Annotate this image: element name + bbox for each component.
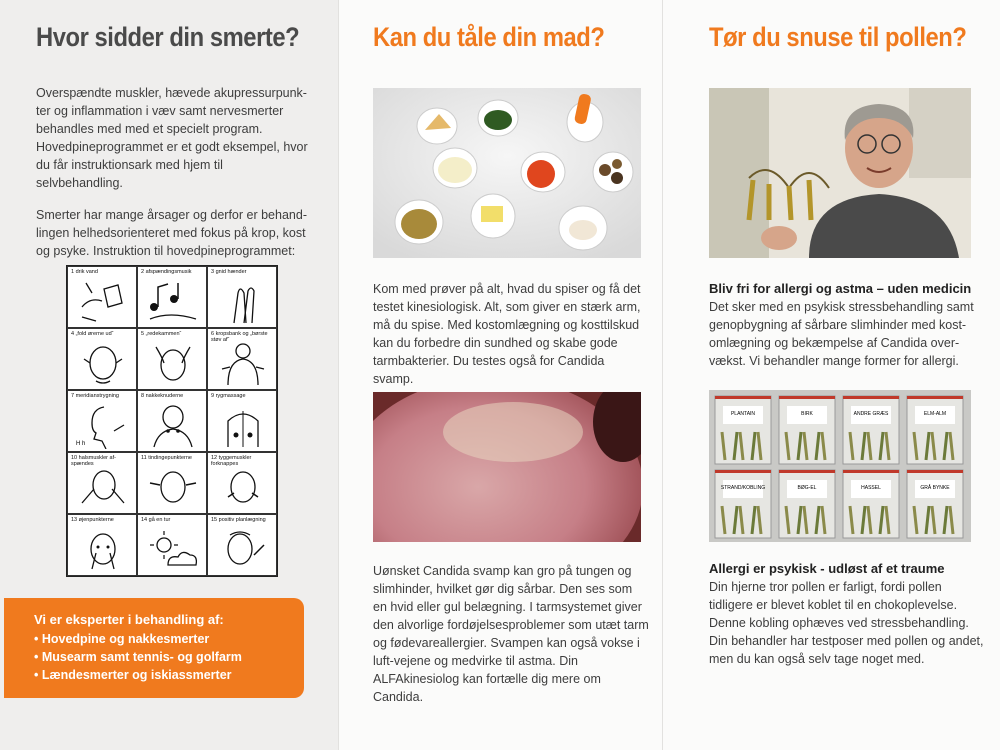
- grid-cell-label: 5 „redekammen“: [141, 331, 182, 337]
- head-ears-icon: [74, 339, 132, 387]
- pollen-bag: [715, 396, 771, 464]
- grid-cell: [137, 390, 207, 452]
- grid-cell-label: 12 tyggemuskler forknappes: [211, 455, 252, 467]
- expertise-item: • Hovedpine og nakkesmerter: [34, 630, 242, 648]
- panel-pollen: [662, 0, 1000, 750]
- panel-food: [338, 0, 663, 750]
- panel-title: Kan du tåle din mad?: [373, 22, 605, 52]
- panel-pain: [0, 0, 338, 750]
- neck-knots-icon: [144, 401, 202, 449]
- grid-cell-label: 7 meridianstrygning: [71, 393, 119, 399]
- panel-title: Tør du snuse til pollen?: [709, 22, 967, 52]
- music-notes-icon: [144, 277, 202, 325]
- grid-cell: [207, 452, 277, 514]
- pollen-bag: [779, 470, 835, 538]
- expertise-list: [34, 630, 242, 684]
- grid-cell: [67, 452, 137, 514]
- eye-points-icon: [74, 525, 132, 573]
- allergy-section-2: [709, 560, 984, 668]
- allergy-text-1: Det sker med en psykisk stressbehandling samt genopbygning af sårbare slimhinder med kost-omlægning og bekæmpelse af Candida over-vækst. Vi behandler mange former for allergi.: [709, 300, 974, 368]
- grid-cell: [137, 266, 207, 328]
- meridian-profile-icon: [74, 401, 132, 449]
- allergy-heading-2: Allergi er psykisk - udløst af et traume: [709, 561, 945, 576]
- grid-cell-label: 14 gå en tur: [141, 517, 171, 523]
- candida-text: Uønsket Candida svamp kan gro på tungen og slimhinder, hvilket gør dig sårbar. Den ses som en hvid eller gul belægning. I tarmsystemet giver den alvorlige fordøjelsesproblemer som utæt tarm og fødevareallergier. Svampen kan også vokse i luft-vejene og medvirke til astma. Din ALFAkinesiolog kan fortælle dig mere om Candida.: [373, 564, 649, 704]
- grid-cell-label: 6 kropsbank og „børste støv af“: [211, 331, 268, 343]
- expertise-item: • Lændesmerter og iskiassmerter: [34, 666, 242, 684]
- pollen-bag: [907, 470, 963, 538]
- grid-cell: [137, 452, 207, 514]
- pain-text: [36, 84, 311, 274]
- pollen-bag: [843, 396, 899, 464]
- food-text: Kom med prøver på alt, hvad du spiser og få det testet kinesiologisk. Alt, som giver en stærk arm, må du spise. Med kostomlægning og kosttilskud kan du forbedre din sundhed og skabe gode tarmbakterier. Du testes også for Candida svamp.: [373, 282, 641, 386]
- pollen-bag-label: GRÅ BYNKE: [920, 485, 950, 491]
- grid-cell: [67, 514, 137, 576]
- svg-text:H h: H h: [76, 441, 86, 447]
- grid-cell: [67, 328, 137, 390]
- jaw-muscles-icon: [214, 463, 272, 511]
- combing-head-icon: [144, 339, 202, 387]
- grid-cell: [67, 390, 137, 452]
- sun-cloud-icon: [144, 525, 202, 573]
- grid-cell-label: 3 gnid hænder: [211, 269, 247, 275]
- pollen-bag: [715, 470, 771, 538]
- grid-cell-label: 10 halsmuskler af-spændes: [71, 455, 116, 467]
- pollen-bags-photo: [709, 390, 971, 542]
- expertise-heading: Vi er eksperter i behandling af:: [34, 612, 224, 627]
- grid-cell-label: 11 tindingepunkterne: [141, 455, 192, 461]
- panel-title: Hvor sidder din smerte?: [36, 22, 300, 52]
- pollen-bag-label: ANDRE GRÆS: [853, 411, 889, 417]
- grid-cell-label: 13 øjenpunkterne: [71, 517, 114, 523]
- tongue-candida-photo: [373, 392, 641, 542]
- grid-cell: [67, 266, 137, 328]
- pollen-bag: [843, 470, 899, 538]
- grid-cell-label: 9 rygmassage: [211, 393, 246, 399]
- allergy-heading-1: Bliv fri for allergi og astma – uden medicin: [709, 281, 972, 296]
- grid-cell: [207, 390, 277, 452]
- allergy-text-2: Din hjerne tror pollen er farligt, fordi pollen tidligere er blevet koblet til en chokoplevelse. Denne kobling ophæves ved stressbehandling. Din behandler har testposer med pollen og andet, men du kan også selv tage noget med.: [709, 580, 984, 666]
- rubbing-hands-icon: [214, 277, 272, 325]
- pollen-bag: [907, 396, 963, 464]
- pollen-bag-label: ELM-ALM: [923, 411, 947, 417]
- man-with-catkins-photo: [709, 88, 971, 258]
- pollen-bag-label: BØG-EL: [797, 485, 817, 491]
- expertise-item: • Musearm samt tennis- og golfarm: [34, 648, 242, 666]
- pollen-bag-label: HASSEL: [861, 485, 881, 491]
- pain-paragraph-1: Overspændte muskler, hævede akupressurpunk-ter og inflammation i væv samt nervesmerter behandles med med et specielt program. Hovedpineprogrammet er et godt eksempel, hvor du får instruktionsark med hjem til selvbehandling.: [36, 86, 308, 190]
- expertise-box: [4, 598, 304, 698]
- grid-cell: [207, 266, 277, 328]
- grid-cell-label: 8 nakkeknuderne: [141, 393, 184, 399]
- back-massage-icon: [214, 401, 272, 449]
- grid-cell: [207, 328, 277, 390]
- pollen-bag: [779, 396, 835, 464]
- grid-cell: [137, 328, 207, 390]
- pollen-bag-label: STRAND/KOBLING: [720, 485, 766, 491]
- grid-cell-label: 2 afspændingsmusik: [141, 269, 192, 275]
- planning-head-icon: [214, 525, 272, 573]
- headache-program-grid: [66, 265, 278, 577]
- pollen-bag-label: BIRK: [801, 411, 813, 417]
- grid-cell-label: 4 „fold ørerne ud“: [71, 331, 114, 337]
- grid-cell: [137, 514, 207, 576]
- grid-cell: [207, 514, 277, 576]
- pollen-bag-label: PLANTAIN: [730, 411, 756, 417]
- drink-water-icon: [74, 277, 132, 325]
- temple-points-icon: [144, 463, 202, 511]
- grid-cell-label: 15 positiv planlægning: [211, 517, 266, 523]
- neck-muscles-icon: [74, 463, 132, 511]
- grid-cell-label: 1 drik vand: [71, 269, 98, 275]
- allergy-section-1: [709, 280, 984, 370]
- body-tapping-icon: [214, 339, 272, 387]
- food-samples-photo: [373, 88, 641, 258]
- pain-paragraph-2: Smerter har mange årsager og derfor er behand-lingen helhedsorienteret med fokus på krop, kost og psyke. Instruktion til hovedpineprogrammet:: [36, 208, 307, 258]
